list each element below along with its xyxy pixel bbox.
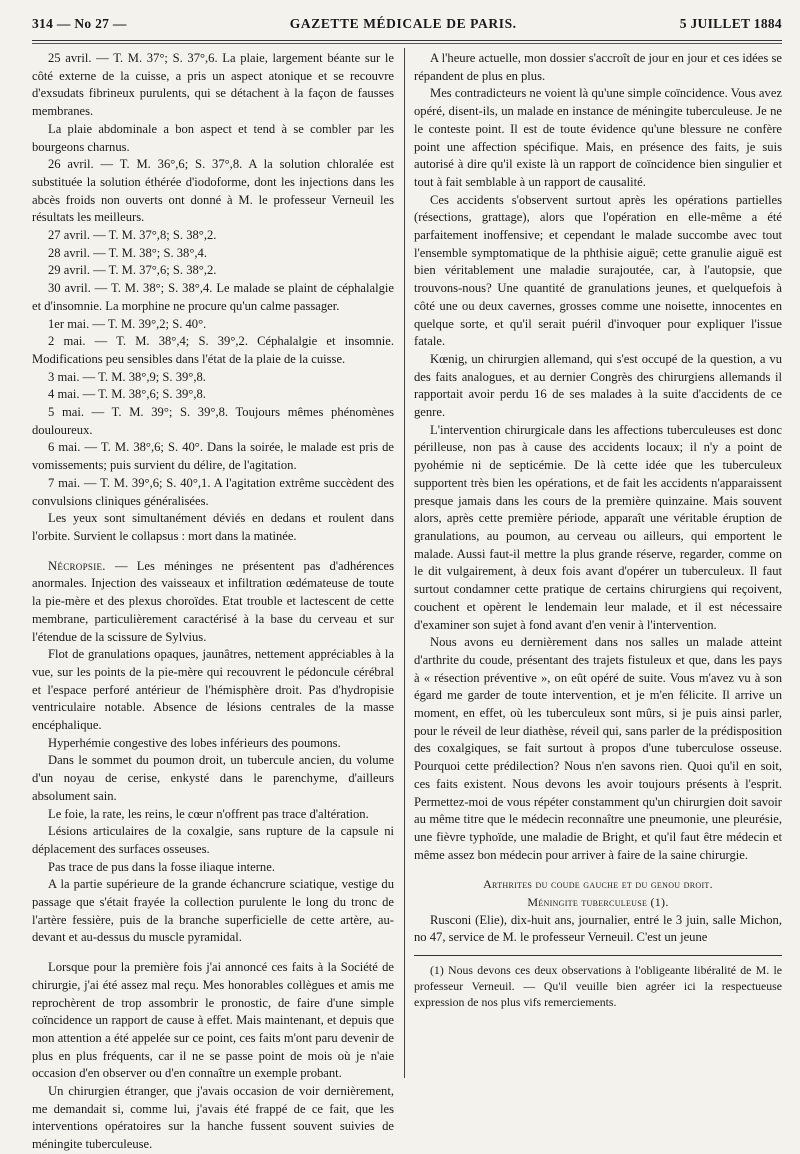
issue-number: — No 27 —	[56, 16, 127, 31]
paragraph: 28 avril. — T. M. 38°; S. 38°,4.	[48, 245, 207, 260]
paragraph: Mes contradicteurs ne voient là qu'une simple coïncidence. Vous avez opéré, disent-ils, un malade en instance de méningite tuberculeuse. Je ne le conteste point. Il est de toute évidence qu'une blessure ne confère point une affection spécifique. Mais, en présence des faits, je suis autorisé à dire qu'il existe là un rapport de coïncidence bien singulier et tout à fait semblable à un rapport de causalité.	[414, 86, 782, 189]
paragraph: A l'heure actuelle, mon dossier s'accroît de jour en jour et ces idées se répandent de plus en plus.	[414, 51, 782, 83]
header-rule	[32, 40, 782, 44]
paragraph: 29 avril. — T. M. 37°,6; S. 38°,2.	[48, 263, 217, 278]
paragraph: Un chirurgien étranger, que j'avais occasion de voir dernièrement, me demandait si, comme lui, j'avais été frappé de ce fait, que les interventions opératoires sur la hanche fussent souvent suivies de méningite tuberculeuse.	[32, 1084, 394, 1152]
paragraph: Hyperhémie congestive des lobes inférieurs des poumons.	[48, 735, 341, 750]
necropsie-paragraph	[32, 558, 394, 647]
paragraph: Les yeux sont simultanément déviés en dedans et roulent dans l'orbite. Survient le collapsus : mort dans la matinée.	[32, 511, 394, 543]
paragraph: Le foie, la rate, les reins, le cœur n'offrent pas trace d'altération.	[48, 806, 369, 821]
paragraph: Kœnig, un chirurgien allemand, qui s'est occupé de la question, a vu des faits analogues, et au dernier Congrès des chirurgiens allemands il rapportait avoir perdu 16 de ses malades à la suite d'accidents de ce genre.	[414, 351, 782, 420]
paragraph: Dans le sommet du poumon droit, un tubercule ancien, du volume d'un noyau de cerise, enkysté dans le parenchyme, d'ailleurs absolument sain.	[32, 753, 394, 803]
paragraph: 26 avril. — T. M. 36°,6; S. 37°,8. A la solution chloralée est substituée la solution éthérée d'iodoforme, dont les injections dans les abcès froids non ouverts ont donné à M. le professeur Verneuil les résultats les meilleurs.	[32, 157, 394, 225]
paragraph: Lorsque pour la première fois j'ai annoncé ces faits à la Société de chirurgie, j'ai été assez mal reçu. Mes honorables collègues et amis me reprochèrent de trop assombrir le pronostic, de faire d'une simple coïncidence un rapport de cause à effet. Mais maintenant, et depuis que mon attention a été appelée sur ce point, ces faits m'ont paru devenir de plus en plus fréquents, car il ne se passe point de mois où je n'aie occasion d'en observer ou d'en connaître un exemple probant.	[32, 960, 394, 1081]
paragraph: 30 avril. — T. M. 38°; S. 38°,4. Le malade se plaint de céphalalgie et d'insomnie. La morphine ne procure qu'un calme passager.	[32, 281, 394, 313]
paragraph: 7 mai. — T. M. 39°,6; S. 40°,1. A l'agitation extrême succèdent des convulsions cliniques généralisées.	[32, 475, 394, 508]
paragraph: La plaie abdominale a bon aspect et tend à se combler par les bourgeons charnus.	[32, 121, 394, 154]
paragraph: A la partie supérieure de la grande échancrure sciatique, vestige du passage que s'était frayée la collection purulente le long du tronc de l'artère fessière, puis de la branche superficielle de cette artère, au-devant et au-dessus du muscle pyramidal.	[32, 877, 394, 945]
paragraph: 4 mai. — T. M. 38°,6; S. 39°,8.	[48, 387, 206, 402]
journal-title: GAZETTE MÉDICALE DE PARIS.	[289, 16, 517, 31]
paragraph: 5 mai. — T. M. 39°; S. 39°,8. Toujours mêmes phénomènes douloureux.	[32, 405, 394, 437]
necropsie-text: — Les méninges ne présentent pas d'adhérences anormales. Injection des vaisseaux et infiltration œdémateuse de toute la pie-mère et des plexus choroïdes. Etat trouble et lactescent de cette membrane, particulièrement caractérisé à la base du cerveau et sur l'étendue de la scissure de Sylvius.	[32, 558, 394, 644]
footnote-rule	[414, 955, 782, 956]
section-subtitle: Méningite tuberculeuse (1).	[527, 895, 669, 910]
paragraph: Ces accidents s'observent surtout après les opérations partielles (résections, grattage), alors que l'opération en elle-même a été parfaitement inoffensive; et cependant le malade succombe avec tout l'ensemble symptomatique de la phthisie aiguë; cette granulie aiguë est bien véritablement une maladie surajoutée, car, à l'autopsie, que trouvons-nous? Une quantité de granulations jeunes, et quelquefois à côté une ou deux cavernes, grosses comme une noisette, innocentes en quelque sorte, et qu'il serait puéril d'invoquer pour expliquer l'issue fatale.	[414, 192, 782, 349]
paragraph: Lésions articulaires de la coxalgie, sans rupture de la capsule ni déplacement des surfaces osseuses.	[32, 824, 394, 856]
page-number-issue	[32, 16, 127, 32]
paragraph: 1er mai. — T. M. 39°,2; S. 40°.	[48, 316, 207, 331]
section-title: Arthrites du coude gauche et du genou droit.	[483, 877, 713, 892]
paragraph: 6 mai. — T. M. 38°,6; S. 40°. Dans la soirée, le malade est pris de vomissements; puis survient du délire, de l'agitation.	[32, 440, 394, 473]
page-header	[32, 16, 782, 38]
footnote: (1) Nous devons ces deux observations à l'obligeante libéralité de M. le professeur Verneuil. — Qu'il veuille bien agréer ici la respectueuse expression de nos plus vifs remerciements.	[414, 963, 782, 1010]
paragraph: 3 mai. — T. M. 38°,9; S. 39°,8.	[48, 369, 206, 384]
paragraph: 2 mai. — T. M. 38°,4; S. 39°,2. Céphalalgie et insomnie. Modifications peu sensibles dans l'état de la plaie de la cuisse.	[32, 334, 394, 366]
necropsie-label: Nécropsie.	[48, 558, 106, 573]
right-column	[414, 50, 782, 1070]
column-divider	[404, 48, 405, 1078]
paragraph: Nous avons eu dernièrement dans nos salles un malade atteint d'arthrite du coude, présentant des trajets fistuleux et que, dans les pays à « résection préventive », on eût opéré de suite. Vous m'avez vu à son égard me garder de toute intervention, et je m'en félicite. Il arrive un moment, en effet, où les tuberculeux sont mûrs, si je puis ainsi parler, pour le réveil de leur diathèse, réveil qui, sans parler de la prédisposition des coxalgiques, se fait surtout à propos d'une tuberculose osseuse. Pourquoi cette prédilection? Nous n'en savons rien. Quoi qu'il en soit, ces faits existent. Nous devons les avoir toujours présents à l'esprit. Permettez-moi de vous répéter constamment qu'un chirurgien doit savoir au même titre que le médecin reconnaître une pneumonie, une pleurésie, une fièvre typhoïde, une maladie de Bright, et qu'il faut être médecin et même assez bon médecin pour arriver à faire de la saine chirurgie.	[414, 635, 782, 862]
paragraph: L'intervention chirurgicale dans les affections tuberculeuses est donc périlleuse, non pas à cause des accidents locaux; il n'y a point de pyohémie ni de septicémie. De là cette idée que les tuberculeux supportent très bien les opérations, et de fait les accidents n'apparaissent presque jamais dans les cours de la première quinzaine. Mais souvent alors, après cette première période, apparaît une véritable éruption de granulations, au poumon, au cerveau ou ailleurs, qui emportent le malade. Aussi faut-il mettre la plus grande réserve, regarder, comme on le dit vulgairement, à deux fois avant d'opérer un tuberculeux. Il faut surtout condamner cette pratique de certains chirurgiens qui reçoivent, couchent et opèrent le lendemain leur malade, et il est nécessaire d'examiner son sujet à fond avant d'en venir à l'intervention.	[414, 422, 782, 632]
paragraph: 27 avril. — T. M. 37°,8; S. 38°,2.	[48, 228, 217, 243]
case-paragraph: Rusconi (Elie), dix-huit ans, journalier, entré le 3 juin, salle Michon, no 47, service de M. le professeur Verneuil. C'est un jeune	[414, 912, 782, 945]
paragraph: Pas trace de pus dans la fosse iliaque interne.	[48, 859, 275, 874]
paragraph: Flot de granulations opaques, jaunâtres, nettement appréciables à la vue, sur les points de la pie-mère qui recouvrent le pédoncule cérébral et l'espace perforé antérieur de l'hémisphère droit. Pas d'hydropisie ventriculaire notable. Absence de lésions centrales de la masse encéphalique.	[32, 647, 394, 733]
issue-date: 5 JUILLET 1884	[679, 16, 782, 31]
left-column	[32, 50, 394, 1152]
page-number: 314	[32, 16, 54, 31]
paragraph: 25 avril. — T. M. 37°; S. 37°,6. La plaie, largement béante sur le côté externe de la cuisse, a pris un aspect atonique et se recouvre d'exsudats fibrineux purulents, qui se détachent à la façon de fausses membranes.	[32, 51, 394, 119]
